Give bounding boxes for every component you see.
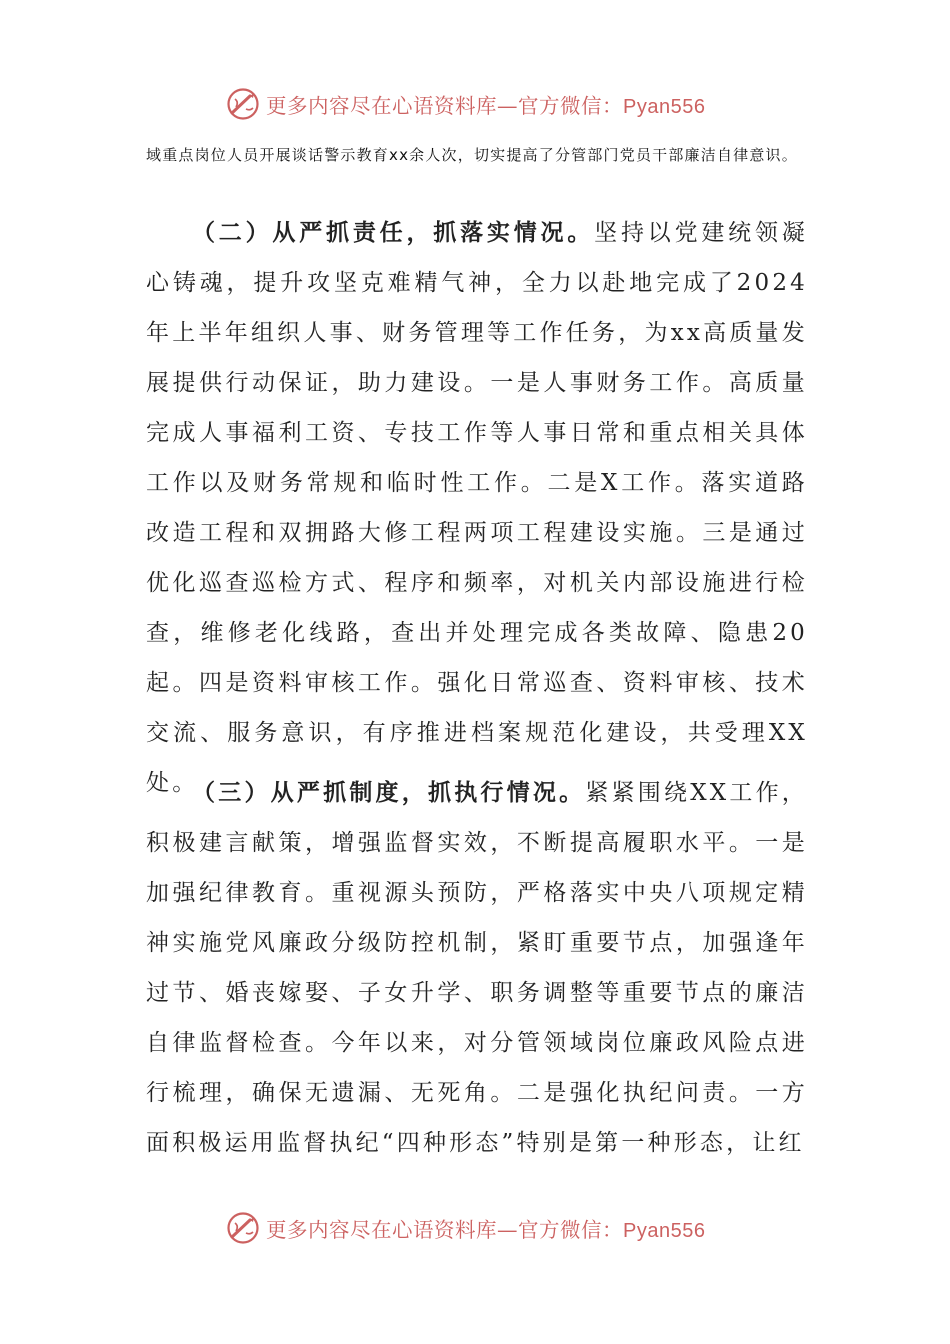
- section-2-paragraph: [146, 208, 808, 808]
- section-3-paragraph: [146, 768, 808, 1168]
- wechat-id: Pyan556: [623, 96, 706, 118]
- pen-circle-logo-icon: [226, 1211, 260, 1245]
- section-2-heading: （二）从严抓责任，抓落实情况。: [192, 220, 595, 246]
- section-3-body: 紧紧围绕XX工作，积极建言献策，增强监督实效，不断提高履职水平。一是加强纪律教育。重视源头预防，严格落实中央八项规定精神实施党风廉政分级防控机制，紧盯重要节点，加强逢年过节、婚丧嫁娶、子女升学、职务调整等重要节点的廉洁自律监督检查。今年以来，对分管领域岗位廉政风险点进行梳理，确保无遗漏、无死角。二是强化执纪问责。一方面积极运用监督执纪“四种形态”特别是第一种形态，让红: [146, 780, 808, 1156]
- banner-text: [266, 1213, 705, 1243]
- intro-paragraph: 域重点岗位人员开展谈话警示教育xx余人次，切实提高了分管部门党员干部廉洁自律意识。: [146, 146, 798, 164]
- banner-text: [266, 89, 705, 119]
- wechat-id: Pyan556: [623, 1220, 706, 1242]
- section-2-body: 坚持以党建统领凝心铸魂，提升攻坚克难精气神，全力以赴地完成了2024年上半年组织人事、财务管理等工作任务，为xx高质量发展提供行动保证，助力建设。一是人事财务工作。高质量完成人事福利工资、专技工作等人事日常和重点相关具体工作以及财务常规和临时性工作。二是X工作。落实道路改造工程和双拥路大修工程两项工程建设实施。三是通过优化巡查巡检方式、程序和频率，对机关内部设施进行检查，维修老化线路，查出并处理完成各类故障、隐患20起。四是资料审核工作。强化日常巡查、资料审核、技术交流、服务意识，有序推进档案规范化建设，共受理XX处。: [146, 220, 809, 796]
- header-banner: [0, 84, 950, 124]
- pen-circle-logo-icon: [226, 87, 260, 121]
- banner-label: 更多内容尽在心语资料库—官方微信：: [266, 94, 623, 118]
- footer-banner: [0, 1208, 950, 1248]
- section-3-heading: （三）从严抓制度，抓执行情况。: [192, 780, 586, 806]
- banner-label: 更多内容尽在心语资料库—官方微信：: [266, 1218, 623, 1242]
